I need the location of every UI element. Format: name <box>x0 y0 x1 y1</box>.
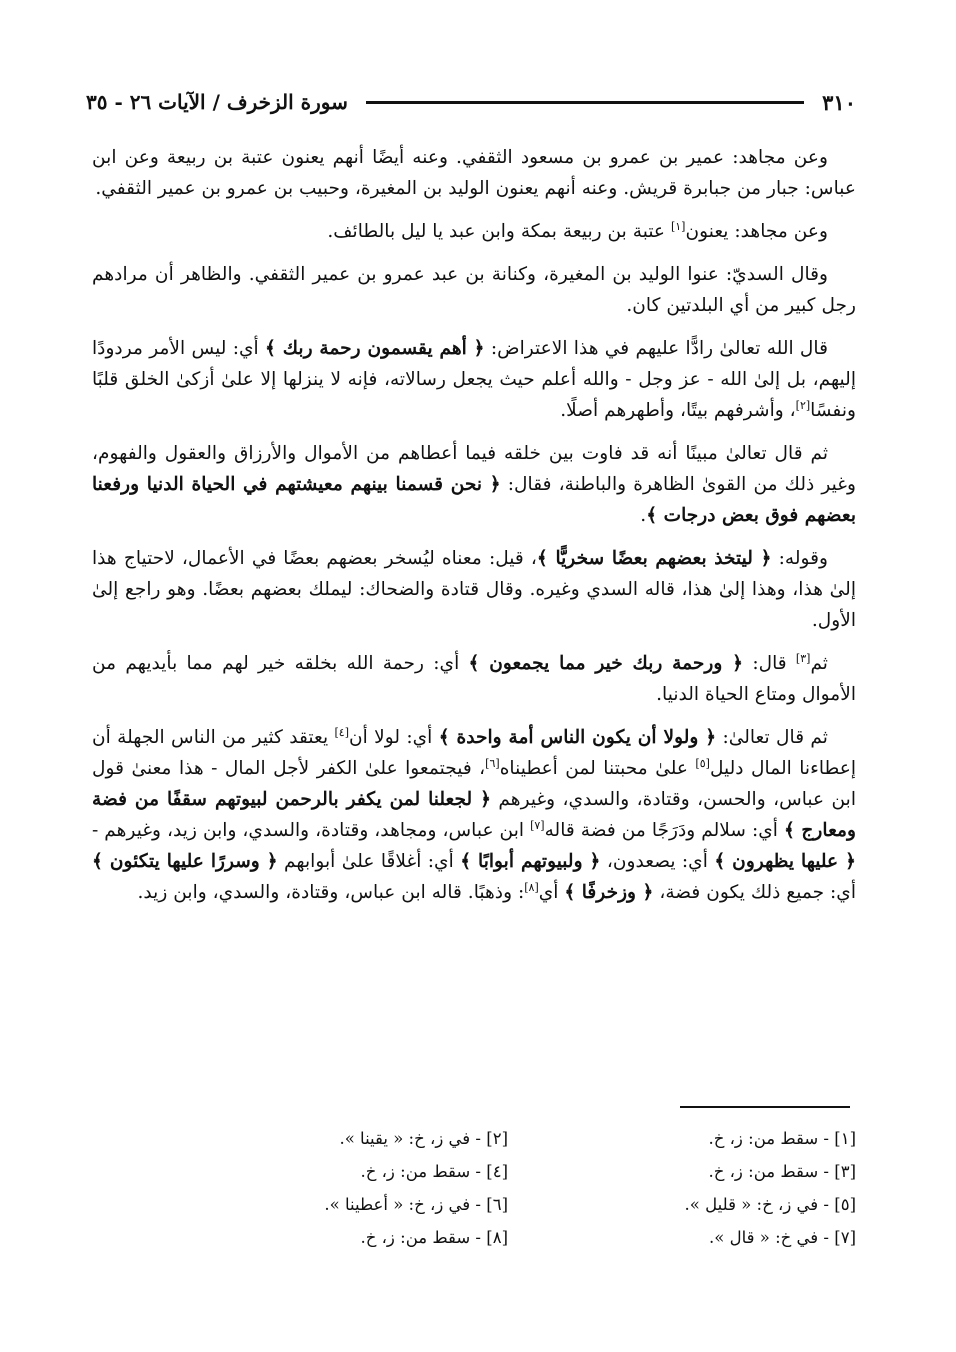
text-run: وقوله: <box>771 548 828 569</box>
text-run: ، قيل: معناه ليُسخر بعضهم بعضًا في الأعمال، لاحتياج هذا إلىٰ هذا، وهذا إلىٰ هذا، قاله السدي وغيره. وقال قتادة والضحاك: ليملك بعضهم بعضًا. وهو راجع إلىٰ الأول. <box>92 548 856 631</box>
page-header <box>86 84 856 120</box>
quran-quote: ﴿ لجعلنا لمن يكفر بالرحمن لبيوتهم سقفًا من فضة ومعارج ﴾ <box>92 789 856 841</box>
paragraph <box>92 216 856 247</box>
text-run: ، وأشرفهم بيتًا، وأطهرهم أصلًا. <box>560 400 796 421</box>
running-title: سورة الزخرف / الآيات ٢٦ - ٣٥ <box>86 90 348 114</box>
text-run: قال: <box>743 653 796 674</box>
text-run: أي: أغلاقًا علىٰ أبوابهم <box>277 851 461 872</box>
footnote: [٤] - سقط من: ز، خ. <box>360 1162 508 1181</box>
paragraph <box>92 543 856 636</box>
footnote: [٣] - سقط من: ز، خ. <box>708 1162 856 1181</box>
text-run: أي: جميع ذلك يكون فضة، <box>653 882 856 903</box>
text-run: عتبة بن ربيعة بمكة وابن عبد يا ليل بالطائف. <box>327 221 671 242</box>
main-text <box>92 142 856 920</box>
text-run: . <box>640 505 647 526</box>
text-run: أي: يصعدون، <box>600 851 715 872</box>
quran-quote: ﴿ وسررًا عليها يتكئون ﴾ <box>92 851 278 872</box>
quran-quote: ﴿ ولبيوتهم أبوابًا ﴾ <box>460 851 601 872</box>
quran-quote: ﴿ ورحمة ربك خير مما يجمعون ﴾ <box>468 653 744 674</box>
footnote-ref: [٢] <box>795 398 811 412</box>
quran-quote: ﴿ نحن قسمنا بينهم معيشتهم في الحياة الدنيا ورفعنا بعضهم فوق بعض درجات ﴾ <box>92 474 856 526</box>
quran-quote: ﴿ ولولا أن يكون الناس أمة واحدة ﴾ <box>438 727 717 748</box>
footnote: [١] - سقط من: ز، خ. <box>708 1129 856 1148</box>
quran-quote: ﴿ عليها يظهرون ﴾ <box>714 851 856 872</box>
footnote-ref: [٥] <box>695 756 710 770</box>
text-run: : وذهبًا. قاله ابن عباس، وقتادة، والسدي، وابن زيد. <box>137 882 525 903</box>
footnote: [٢] - في ز، خ: « يقينا ». <box>339 1129 508 1148</box>
text-run: أي: لولا أن <box>349 727 439 748</box>
footnote: [٧] - في خ: « قال ». <box>709 1228 856 1247</box>
text-run: يعتقد كثير من الناس الجهلة أن إعطاءنا المال دليل <box>92 727 856 779</box>
text-run: علىٰ محبتنا لمن أعطيناه <box>499 758 696 779</box>
paragraph <box>92 333 856 426</box>
footnote: [٨] - سقط من: ز، خ. <box>360 1228 508 1247</box>
text-run: ابن عباس، ومجاهد، وقتادة، والسدي، وابن زيد، وغيرهم - <box>92 820 531 841</box>
quran-quote: ﴿ وزخرفًا ﴾ <box>564 882 654 903</box>
text-run: ثم <box>810 653 828 674</box>
paragraph <box>92 722 856 908</box>
quran-quote: ﴿ ليتخذ بعضهم بعضًا سخريًّا ﴾ <box>536 548 772 569</box>
text-run: أي: ليس الأمر مردودًا إليهم، بل إلىٰ الله - عز وجل - والله أعلم حيث يجعل رسالاته، فإنه لا ينزلها إلا علىٰ أزكىٰ الخلق قلبًا ونفسًا <box>92 338 856 421</box>
quran-quote: ﴿ أهم يقسمون رحمة ربك ﴾ <box>265 338 485 359</box>
text-run: قال الله تعالىٰ رادًّا عليهم في هذا الاعتراض: <box>484 338 828 359</box>
header-rule <box>366 101 804 104</box>
footnote: [٦] - في ز، خ: « أعطينا ». <box>324 1195 508 1214</box>
footnote-ref: [٧] <box>530 818 545 832</box>
text-run: وعن مجاهد: يعنون <box>685 221 828 242</box>
footnote: [٥] - في ز، خ: « قليل ». <box>684 1195 856 1214</box>
paragraph <box>92 438 856 531</box>
footnote-rule <box>680 1106 850 1108</box>
paragraph <box>92 648 856 710</box>
text-run: وعن مجاهد: عمير بن عمرو بن مسعود الثقفي. وعنه أيضًا أنهم يعنون عتبة بن ربيعة وعن ابن عباس: جبار من جبابرة قريش. وعنه أنهم يعنون الوليد بن المغيرة، وحبيب بن عمرو بن عمير الثقفي. <box>92 147 856 199</box>
footnote-ref: [٨] <box>524 880 539 894</box>
footnotes <box>200 1124 856 1252</box>
footnote-ref: [١] <box>670 219 686 233</box>
footnote-ref: [٣] <box>795 651 811 665</box>
paragraph <box>92 259 856 321</box>
text-run: أي <box>538 882 565 903</box>
text-run: وقال السديّ: عنوا الوليد بن المغيرة، وكنانة بن عبد عمرو بن عمير الثقفي. والظاهر أن مرادهم رجل كبير من أي البلدتين كان. <box>92 264 856 316</box>
text-run: ، فيجتمعوا علىٰ الكفر لأجل المال - هذا معنىٰ قول ابن عباس، والحسن، وقتادة، والسدي، وغيرهم <box>92 758 856 810</box>
text-run: ثم قال تعالىٰ مبينًا أنه قد فاوت بين خلقه فيما أعطاهم من الأموال والأرزاق والعقول والفهوم، وغير ذلك من القوىٰ الظاهرة والباطنة، فقال: <box>92 443 856 495</box>
text-run: أي: سلالم ودَرَجًا من فضة قاله <box>544 820 784 841</box>
paragraph <box>92 142 856 204</box>
page-number: ٣١٠ <box>822 89 856 115</box>
text-run: أي: رحمة الله بخلقه خير لهم مما بأيديهم من الأموال ومتاع الحياة الدنيا. <box>92 653 856 705</box>
footnote-ref: [٦] <box>485 756 500 770</box>
footnote-ref: [٤] <box>334 725 350 739</box>
text-run: ثم قال تعالىٰ: <box>716 727 828 748</box>
